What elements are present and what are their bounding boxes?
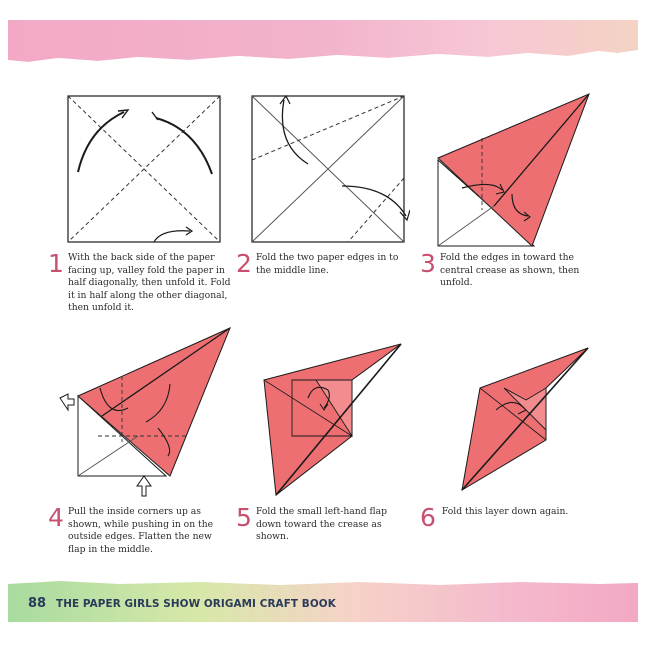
diagram-step-1 [66, 94, 226, 246]
step-5-text: Fold the small left-hand flap down toward the crease as shown. [256, 506, 387, 543]
diagram-step-6 [442, 344, 592, 494]
step-5-caption [236, 503, 412, 544]
diagram-step-3 [434, 90, 594, 250]
book-title: THE PAPER GIRLS SHOW ORIGAMI CRAFT BOOK [56, 598, 336, 610]
diagram-step-5 [256, 340, 406, 500]
step-4-text: Pull the inside corners up as shown, while pushing in on the outside edges. Flatten the new flap in the middle. [68, 506, 214, 555]
step-5-number: 5 [236, 503, 252, 532]
step-6-text: Fold this layer down again. [441, 506, 569, 517]
step-6-caption [420, 503, 602, 532]
page-number: 88 [28, 596, 47, 611]
diagram-step-4 [58, 326, 238, 498]
step-1-text: With the back side of the paper facing up, valley fold the paper in half diagonally, then unfold it. Fold it in half along the other diagonal, then unfold it. [68, 252, 231, 314]
diagram-step-2 [250, 94, 410, 246]
step-4-caption [48, 503, 220, 556]
step-2-number: 2 [236, 249, 252, 278]
step-3-text: Fold the edges in toward the central crease as shown, then unfold. [440, 252, 580, 289]
step-4-number: 4 [48, 503, 64, 532]
step-6-number: 6 [420, 503, 436, 532]
step-2-caption [236, 249, 412, 278]
header-torn-paper [8, 20, 638, 68]
step-1-caption [48, 249, 232, 315]
step-2-text: Fold the two paper edges in to the middle line. [256, 252, 399, 276]
step-1-number: 1 [48, 249, 64, 278]
step-3-caption [420, 249, 602, 290]
step-3-number: 3 [420, 249, 436, 278]
